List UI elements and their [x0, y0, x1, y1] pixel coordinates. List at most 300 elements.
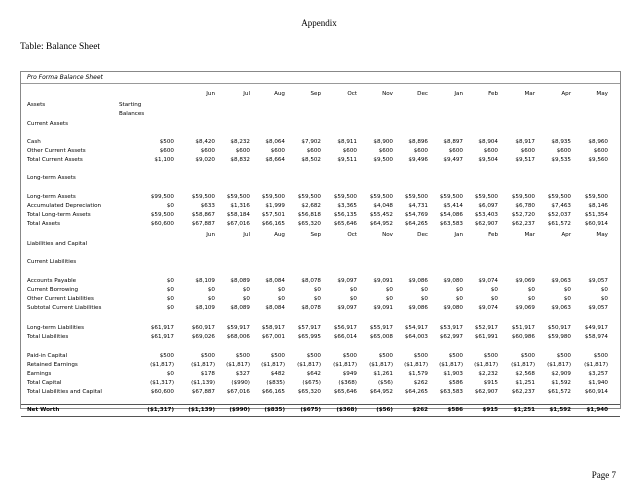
- row-label: Cash: [27, 139, 41, 145]
- table-cell: $500: [159, 139, 174, 145]
- table-cell: $1,579: [408, 371, 428, 377]
- table-cell: $9,560: [588, 157, 608, 163]
- table-cell: $915: [483, 380, 498, 386]
- table-caption: Pro Forma Balance Sheet: [21, 72, 620, 84]
- table-row: [21, 361, 620, 370]
- table-cell: ($1,817): [474, 362, 498, 368]
- table-cell: $0: [166, 371, 174, 377]
- table-cell: $600: [378, 148, 393, 154]
- table-cell: $5,414: [443, 203, 463, 209]
- table-cell: $600: [556, 148, 571, 154]
- table-cell: $51,354: [584, 212, 608, 218]
- table-cell: $600: [593, 148, 608, 154]
- table-cell: $9,097: [337, 305, 357, 311]
- table-cell: $60,600: [150, 389, 174, 395]
- table-cell: ($990): [229, 407, 250, 413]
- table-cell: $9,091: [373, 305, 393, 311]
- table-cell: $500: [520, 353, 535, 359]
- table-cell: $56,917: [333, 325, 357, 331]
- table-cell: $500: [593, 353, 608, 359]
- table-cell: $59,500: [369, 194, 393, 200]
- table-cell: $600: [448, 148, 463, 154]
- table-cell: $9,511: [337, 157, 357, 163]
- table-cell: $65,646: [333, 389, 357, 395]
- table-row: [21, 147, 620, 156]
- row-label: Long-term Liabilities: [27, 325, 85, 331]
- month-header-cell: Nov: [382, 232, 393, 238]
- row-label: Retained Earnings: [27, 362, 78, 368]
- table-cell: $3,257: [588, 371, 608, 377]
- month-header-cell: Dec: [417, 232, 428, 238]
- table-cell: $9,535: [551, 157, 571, 163]
- table-cell: $68,006: [226, 334, 250, 340]
- table-cell: $53,403: [474, 212, 498, 218]
- table-cell: $52,037: [547, 212, 571, 218]
- table-cell: $6,097: [478, 203, 498, 209]
- table-cell: $8,232: [230, 139, 250, 145]
- table-cell: $9,086: [408, 278, 428, 284]
- table-cell: $8,109: [195, 305, 215, 311]
- table-cell: $58,867: [191, 212, 215, 218]
- table-cell: $178: [200, 371, 215, 377]
- table-row: [21, 277, 620, 286]
- table-cell: $61,572: [547, 221, 571, 227]
- table-cell: $64,952: [369, 389, 393, 395]
- table-cell: $60,914: [584, 221, 608, 227]
- table-cell: $64,265: [404, 389, 428, 395]
- table-cell: $9,069: [515, 305, 535, 311]
- table-cell: $67,001: [261, 334, 285, 340]
- table-cell: $8,109: [195, 278, 215, 284]
- table-cell: $600: [235, 148, 250, 154]
- table-cell: $55,452: [369, 212, 393, 218]
- row-label: Current Liabilities: [27, 259, 77, 265]
- table-cell: $0: [242, 296, 250, 302]
- table-cell: $0: [490, 287, 498, 293]
- table-cell: $66,165: [261, 221, 285, 227]
- table-cell: $59,500: [439, 194, 463, 200]
- table-cell: $0: [385, 296, 393, 302]
- table-cell: $500: [306, 353, 321, 359]
- table-row: [21, 258, 620, 267]
- table-cell: $9,504: [478, 157, 498, 163]
- table-cell: $0: [166, 305, 174, 311]
- table-cell: $56,818: [297, 212, 321, 218]
- table-cell: $9,080: [443, 278, 463, 284]
- table-cell: $67,016: [226, 389, 250, 395]
- table-cell: $8,089: [230, 278, 250, 284]
- table-row: [21, 174, 620, 183]
- table-cell: $9,063: [551, 278, 571, 284]
- table-cell: $9,057: [588, 305, 608, 311]
- month-header-cell: Feb: [488, 91, 498, 97]
- table-cell: $0: [242, 287, 250, 293]
- table-cell: $59,500: [150, 212, 174, 218]
- table-cell: $0: [166, 203, 174, 209]
- table-cell: $8,064: [265, 139, 285, 145]
- table-cell: ($1,817): [333, 362, 357, 368]
- table-cell: ($675): [302, 380, 321, 386]
- month-header-cell: May: [596, 232, 608, 238]
- month-header-cell: Jul: [243, 91, 250, 97]
- table-row: [21, 370, 620, 379]
- table-cell: $8,420: [195, 139, 215, 145]
- table-row: [21, 295, 620, 304]
- table-cell: $4,048: [373, 203, 393, 209]
- table-cell: $59,500: [584, 194, 608, 200]
- table-cell: $482: [270, 371, 285, 377]
- table-cell: $60,600: [150, 221, 174, 227]
- table-cell: $56,135: [333, 212, 357, 218]
- table-cell: $0: [600, 287, 608, 293]
- net-worth-rule: [21, 416, 620, 417]
- table-cell: $57,917: [297, 325, 321, 331]
- table-cell: $8,935: [551, 139, 571, 145]
- table-cell: $500: [556, 353, 571, 359]
- table-cell: $642: [306, 371, 321, 377]
- table-cell: $0: [420, 296, 428, 302]
- table-cell: $1,100: [154, 157, 174, 163]
- month-header-cell: Oct: [347, 232, 357, 238]
- table-cell: $58,184: [226, 212, 250, 218]
- row-label: Long-term Assets: [27, 194, 76, 200]
- row-label: Other Current Assets: [27, 148, 86, 154]
- month-header-cell: Oct: [347, 91, 357, 97]
- table-cell: $600: [200, 148, 215, 154]
- table-cell: $61,917: [150, 325, 174, 331]
- table-cell: $500: [235, 353, 250, 359]
- table-cell: $8,897: [443, 139, 463, 145]
- table-row: [21, 120, 620, 129]
- table-cell: $4,731: [408, 203, 428, 209]
- month-header-row: [21, 231, 620, 240]
- table-cell: ($1,817): [297, 362, 321, 368]
- table-cell: $500: [448, 353, 463, 359]
- table-cell: $0: [455, 296, 463, 302]
- table-cell: $500: [270, 353, 285, 359]
- month-header-cell: May: [596, 91, 608, 97]
- table-cell: $1,251: [513, 407, 535, 413]
- table-cell: $61,917: [150, 334, 174, 340]
- table-cell: $2,909: [551, 371, 571, 377]
- table-cell: $9,497: [443, 157, 463, 163]
- table-cell: $59,500: [333, 194, 357, 200]
- table-cell: $8,900: [373, 139, 393, 145]
- table-cell: $61,991: [474, 334, 498, 340]
- row-label: Accumulated Depreciation: [27, 203, 102, 209]
- table-row: [21, 379, 620, 388]
- table-cell: $65,320: [297, 221, 321, 227]
- table-cell: $600: [306, 148, 321, 154]
- month-header-cell: Jan: [454, 91, 463, 97]
- table-cell: $51,917: [511, 325, 535, 331]
- table-cell: $600: [483, 148, 498, 154]
- table-cell: $62,907: [474, 389, 498, 395]
- table-row: [21, 333, 620, 342]
- table-cell: ($1,139): [191, 380, 215, 386]
- table-cell: $600: [270, 148, 285, 154]
- table-cell: ($835): [264, 407, 285, 413]
- table-cell: $6,780: [515, 203, 535, 209]
- table-cell: $59,500: [191, 194, 215, 200]
- table-cell: $99,500: [150, 194, 174, 200]
- table-cell: $52,720: [511, 212, 535, 218]
- month-header-row: [21, 90, 620, 99]
- table-cell: $63,583: [439, 221, 463, 227]
- table-cell: $0: [490, 296, 498, 302]
- table-cell: $65,995: [297, 334, 321, 340]
- table-cell: $8,084: [265, 305, 285, 311]
- table-row: [21, 202, 620, 211]
- table-row: [21, 352, 620, 361]
- table-cell: ($835): [266, 380, 285, 386]
- table-cell: $9,091: [373, 278, 393, 284]
- table-cell: ($1,317): [147, 407, 174, 413]
- table-cell: $9,057: [588, 278, 608, 284]
- table-cell: $0: [420, 287, 428, 293]
- table-cell: $8,146: [588, 203, 608, 209]
- row-label: Total Assets: [27, 221, 61, 227]
- table-cell: $58,917: [261, 325, 285, 331]
- table-cell: $62,237: [511, 389, 535, 395]
- table-cell: $500: [159, 353, 174, 359]
- month-header-cell: Apr: [561, 232, 571, 238]
- table-cell: $262: [413, 380, 428, 386]
- table-cell: $1,251: [515, 380, 535, 386]
- month-header-cell: Mar: [524, 232, 535, 238]
- table-cell: $9,500: [373, 157, 393, 163]
- table-cell: $327: [235, 371, 250, 377]
- table-cell: $915: [482, 407, 498, 413]
- row-label: Current Borrowing: [27, 287, 79, 293]
- row-label: Total Long-term Assets: [27, 212, 91, 218]
- table-cell: $60,914: [584, 389, 608, 395]
- table-cell: $7,463: [551, 203, 571, 209]
- table-cell: $0: [349, 287, 357, 293]
- table-cell: $49,917: [584, 325, 608, 331]
- table-cell: $500: [378, 353, 393, 359]
- table-cell: $1,592: [551, 380, 571, 386]
- table-cell: $8,502: [301, 157, 321, 163]
- net-worth-rule: [21, 404, 620, 405]
- row-label: Net Worth: [27, 407, 60, 413]
- table-row: [21, 324, 620, 333]
- table-cell: $262: [412, 407, 428, 413]
- table-cell: $59,500: [511, 194, 535, 200]
- month-header-cell: Sep: [310, 232, 321, 238]
- table-cell: $600: [520, 148, 535, 154]
- table-cell: $0: [600, 296, 608, 302]
- table-cell: $9,074: [478, 305, 498, 311]
- table-cell: $0: [277, 287, 285, 293]
- table-cell: $60,917: [191, 325, 215, 331]
- table-cell: $63,583: [439, 389, 463, 395]
- table-cell: $65,320: [297, 389, 321, 395]
- table-cell: ($1,817): [261, 362, 285, 368]
- table-cell: $8,832: [230, 157, 250, 163]
- starting-label: Starting: [119, 102, 142, 108]
- month-header-cell: Aug: [274, 91, 285, 97]
- table-cell: $949: [342, 371, 357, 377]
- table-cell: $9,074: [478, 278, 498, 284]
- row-label: Accounts Payable: [27, 278, 77, 284]
- table-cell: ($675): [300, 407, 321, 413]
- table-cell: $8,911: [337, 139, 357, 145]
- month-header-cell: Jul: [243, 232, 250, 238]
- table-cell: $62,237: [511, 221, 535, 227]
- table-cell: $65,646: [333, 221, 357, 227]
- table-cell: ($56): [377, 380, 393, 386]
- table-cell: ($1,817): [547, 362, 571, 368]
- month-header-cell: Apr: [561, 91, 571, 97]
- table-cell: $7,902: [301, 139, 321, 145]
- table-cell: $67,887: [191, 221, 215, 227]
- table-cell: $500: [483, 353, 498, 359]
- table-cell: $8,078: [301, 278, 321, 284]
- table-cell: $0: [527, 296, 535, 302]
- table-cell: $1,261: [373, 371, 393, 377]
- row-label: Total Liabilities: [27, 334, 69, 340]
- table-cell: $54,086: [439, 212, 463, 218]
- table-cell: ($1,817): [404, 362, 428, 368]
- table-cell: $0: [207, 287, 215, 293]
- row-label: Total Current Assets: [27, 157, 83, 163]
- table-cell: $0: [385, 287, 393, 293]
- table-cell: $59,500: [226, 194, 250, 200]
- row-label: Subtotal Current Liabilities: [27, 305, 102, 311]
- table-cell: $64,265: [404, 221, 428, 227]
- table-cell: ($368): [336, 407, 357, 413]
- table-cell: $0: [166, 287, 174, 293]
- table-cell: $59,500: [404, 194, 428, 200]
- table-cell: $500: [413, 353, 428, 359]
- table-cell: $9,080: [443, 305, 463, 311]
- table-cell: $1,999: [265, 203, 285, 209]
- table-cell: $600: [159, 148, 174, 154]
- table-cell: $8,078: [301, 305, 321, 311]
- month-header-cell: Jun: [206, 91, 215, 97]
- table-row: [21, 211, 620, 220]
- table-cell: ($368): [338, 380, 357, 386]
- table-cell: $59,500: [474, 194, 498, 200]
- table-cell: $67,016: [226, 221, 250, 227]
- table-cell: $62,907: [474, 221, 498, 227]
- table-cell: $8,896: [408, 139, 428, 145]
- table-cell: $0: [166, 296, 174, 302]
- table-row: [21, 193, 620, 202]
- row-label: Assets: [27, 102, 46, 108]
- row-label: Total Liabilities and Capital: [27, 389, 102, 395]
- balance-sheet-table: [20, 71, 621, 413]
- table-cell: $50,917: [547, 325, 571, 331]
- table-cell: $586: [448, 380, 463, 386]
- row-label: Paid-in Capital: [27, 353, 68, 359]
- table-cell: $65,008: [369, 334, 393, 340]
- table-cell: $0: [207, 296, 215, 302]
- table-cell: $0: [166, 278, 174, 284]
- table-cell: $57,501: [261, 212, 285, 218]
- table-cell: $600: [342, 148, 357, 154]
- table-cell: $8,664: [265, 157, 285, 163]
- table-cell: ($1,817): [584, 362, 608, 368]
- table-row: [21, 406, 620, 415]
- table-cell: $9,069: [515, 278, 535, 284]
- table-cell: $0: [313, 296, 321, 302]
- table-cell: $67,887: [191, 389, 215, 395]
- table-cell: $9,496: [408, 157, 428, 163]
- table-cell: $8,917: [515, 139, 535, 145]
- table-cell: $59,500: [547, 194, 571, 200]
- row-label: Current Assets: [27, 121, 68, 127]
- table-row: [21, 220, 620, 229]
- table-cell: $1,940: [586, 407, 608, 413]
- table-cell: $64,952: [369, 221, 393, 227]
- table-cell: $66,165: [261, 389, 285, 395]
- table-cell: $1,903: [443, 371, 463, 377]
- table-cell: $0: [277, 296, 285, 302]
- table-cell: $1,592: [549, 407, 571, 413]
- table-cell: $0: [455, 287, 463, 293]
- balances-label: Balances: [119, 111, 145, 117]
- table-cell: $9,097: [337, 278, 357, 284]
- table-row: [21, 156, 620, 165]
- table-cell: $3,365: [337, 203, 357, 209]
- table-cell: ($990): [231, 380, 250, 386]
- table-cell: $59,917: [226, 325, 250, 331]
- table-cell: $61,572: [547, 389, 571, 395]
- table-cell: $9,517: [515, 157, 535, 163]
- table-cell: $59,500: [297, 194, 321, 200]
- row-label: Long-term Assets: [27, 175, 76, 181]
- table-cell: $0: [349, 296, 357, 302]
- table-cell: ($1,817): [150, 362, 174, 368]
- table-cell: $0: [313, 287, 321, 293]
- row-label: Earnings: [27, 371, 52, 377]
- table-cell: ($1,817): [226, 362, 250, 368]
- month-header-cell: Sep: [310, 91, 321, 97]
- table-cell: $59,500: [261, 194, 285, 200]
- table-cell: $2,232: [478, 371, 498, 377]
- table-cell: ($56): [376, 407, 393, 413]
- month-header-cell: Jan: [454, 232, 463, 238]
- table-row: [21, 138, 620, 147]
- table-title: Table: Balance Sheet: [20, 42, 101, 52]
- table-cell: $66,014: [333, 334, 357, 340]
- table-cell: $52,917: [474, 325, 498, 331]
- month-header-cell: Jun: [206, 232, 215, 238]
- table-cell: ($1,817): [369, 362, 393, 368]
- table-cell: $62,997: [439, 334, 463, 340]
- table-cell: $8,084: [265, 278, 285, 284]
- table-cell: $64,003: [404, 334, 428, 340]
- table-cell: $500: [200, 353, 215, 359]
- table-cell: $633: [200, 203, 215, 209]
- table-row: [21, 286, 620, 295]
- month-header-cell: Feb: [488, 232, 498, 238]
- table-cell: $500: [342, 353, 357, 359]
- table-cell: $9,020: [195, 157, 215, 163]
- row-label: Other Current Liabilities: [27, 296, 94, 302]
- table-cell: $9,063: [551, 305, 571, 311]
- table-cell: $600: [413, 148, 428, 154]
- table-row: [21, 101, 620, 110]
- page-number: Page 7: [591, 470, 616, 480]
- row-label: Total Capital: [27, 380, 62, 386]
- table-cell: $2,568: [515, 371, 535, 377]
- month-header-cell: Nov: [382, 91, 393, 97]
- table-cell: ($1,139): [188, 407, 215, 413]
- table-cell: $55,917: [369, 325, 393, 331]
